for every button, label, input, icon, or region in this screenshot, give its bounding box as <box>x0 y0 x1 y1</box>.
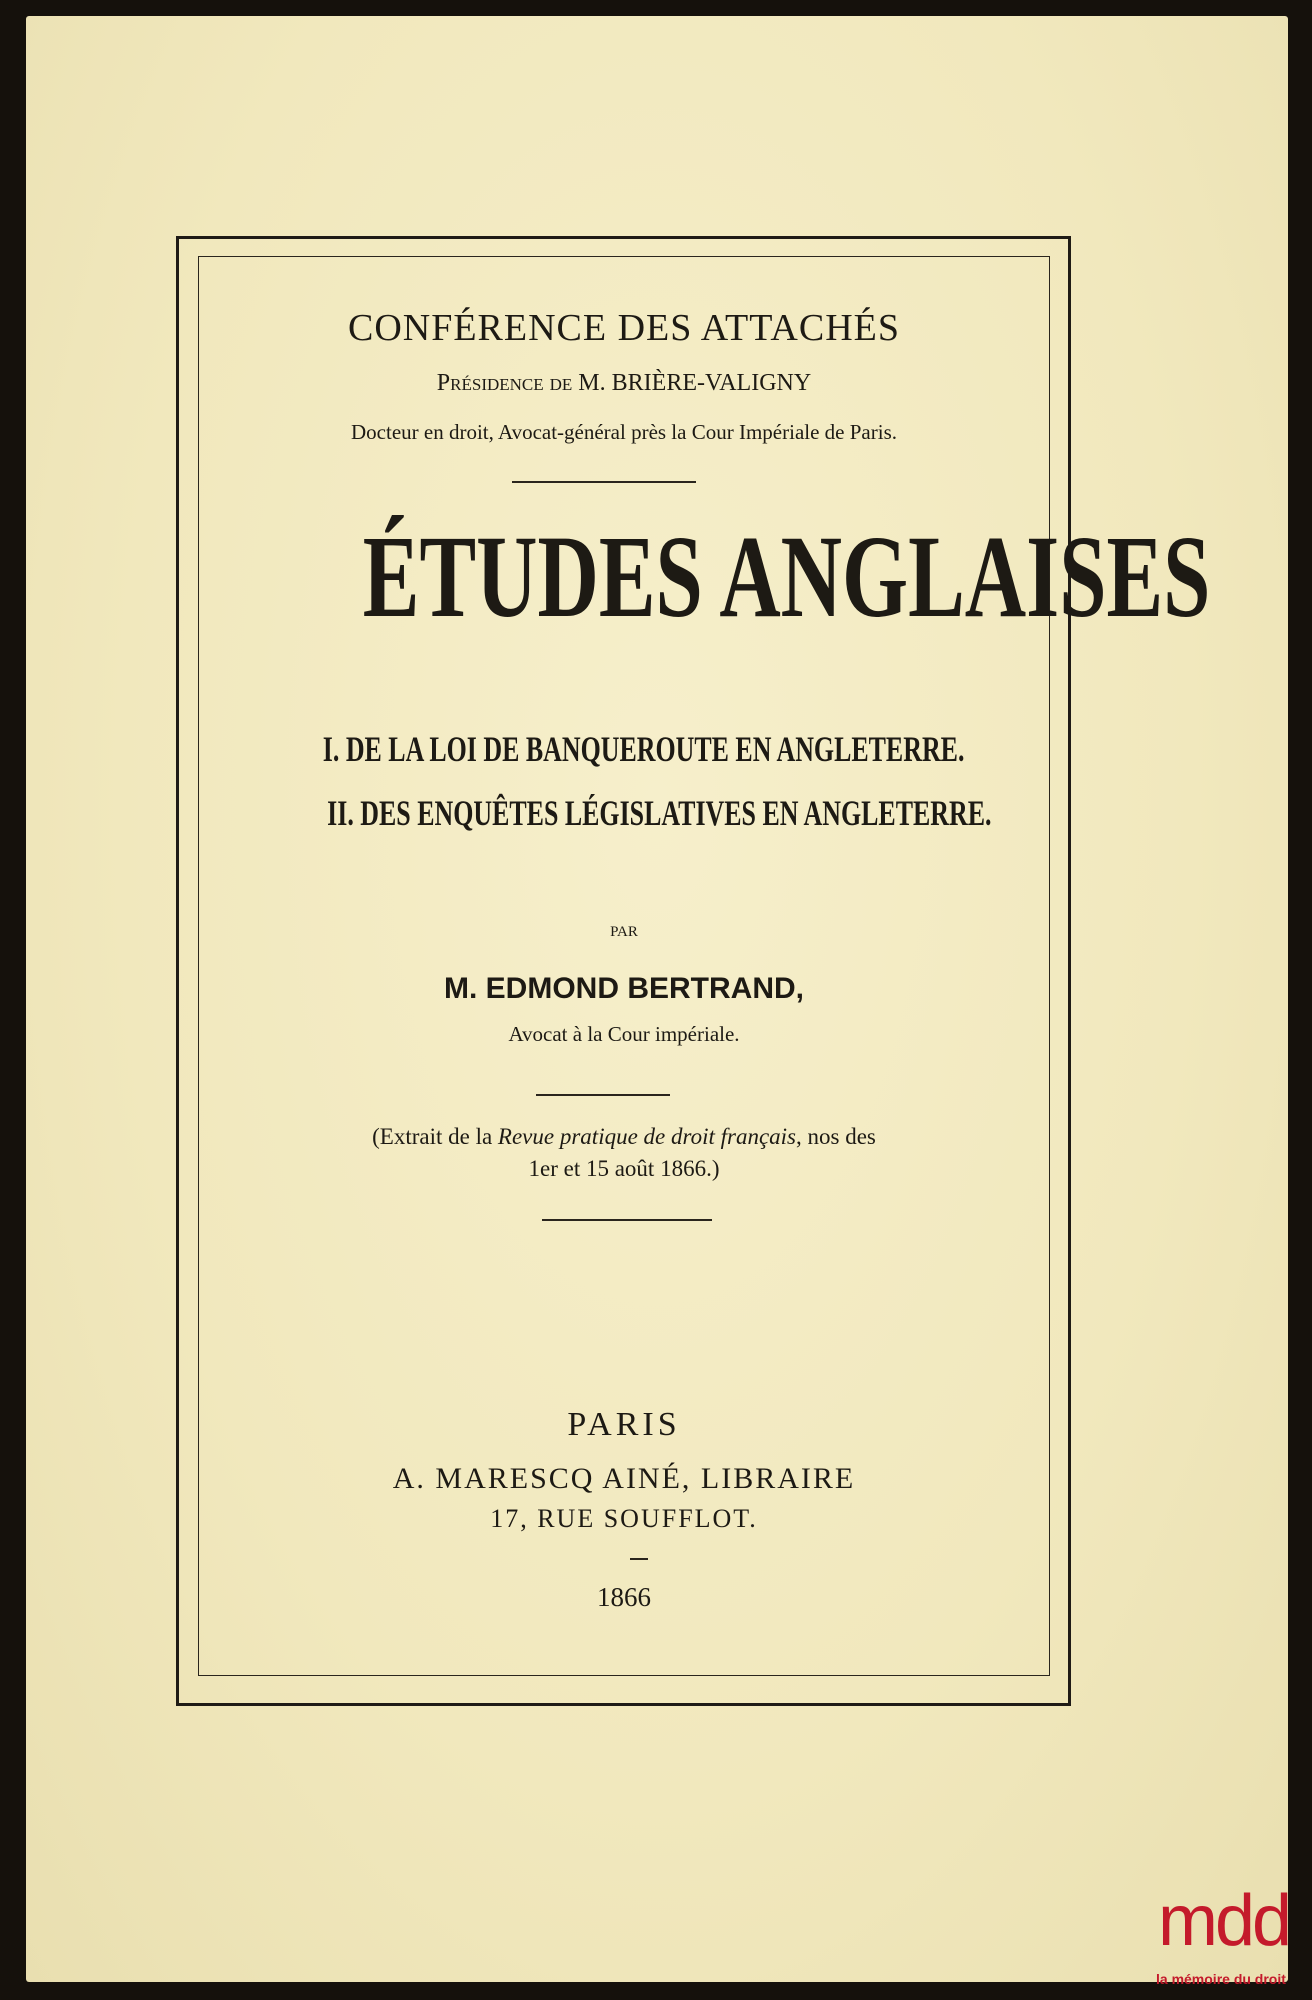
author-name: M. EDMOND BERTRAND, <box>444 972 804 1005</box>
divider <box>536 1094 670 1096</box>
mdd-logo <box>1150 1881 1310 1995</box>
par-label: PAR <box>610 924 638 940</box>
author-title: Avocat à la Cour impériale. <box>508 1022 740 1046</box>
logo-mark: mdd <box>1158 1881 1290 1961</box>
part-two: II. DES ENQUÊTES LÉGISLATIVES EN ANGLETERRE. <box>327 793 992 833</box>
extrait-date: 1er et 15 août 1866.) <box>528 1156 720 1181</box>
city: PARIS <box>567 1406 681 1443</box>
divider <box>630 1558 648 1560</box>
address: 17, RUE SOUFFLOT. <box>490 1504 758 1533</box>
divider <box>542 1219 712 1221</box>
logo-tagline: la mémoire du droit <box>1156 1971 1286 1987</box>
presidence-line: Présidence de M. BRIÈRE-VALIGNY <box>436 370 812 396</box>
journal-title: Revue pratique de droit français <box>497 1124 797 1149</box>
conference-heading: CONFÉRENCE DES ATTACHÉS <box>347 307 900 349</box>
extrait-line: (Extrait de la Revue pratique de droit français, nos des <box>372 1124 876 1149</box>
docteur-line: Docteur en droit, Avocat-général près la Cour Impériale de Paris. <box>351 420 897 444</box>
main-title: ÉTUDES ANGLAISES <box>362 511 1211 642</box>
divider <box>512 481 696 483</box>
year: 1866 <box>597 1582 651 1612</box>
publisher: A. MARESCQ AINÉ, LIBRAIRE <box>392 1462 856 1495</box>
part-one: I. DE LA LOI DE BANQUEROUTE EN ANGLETERRE. <box>322 729 965 769</box>
